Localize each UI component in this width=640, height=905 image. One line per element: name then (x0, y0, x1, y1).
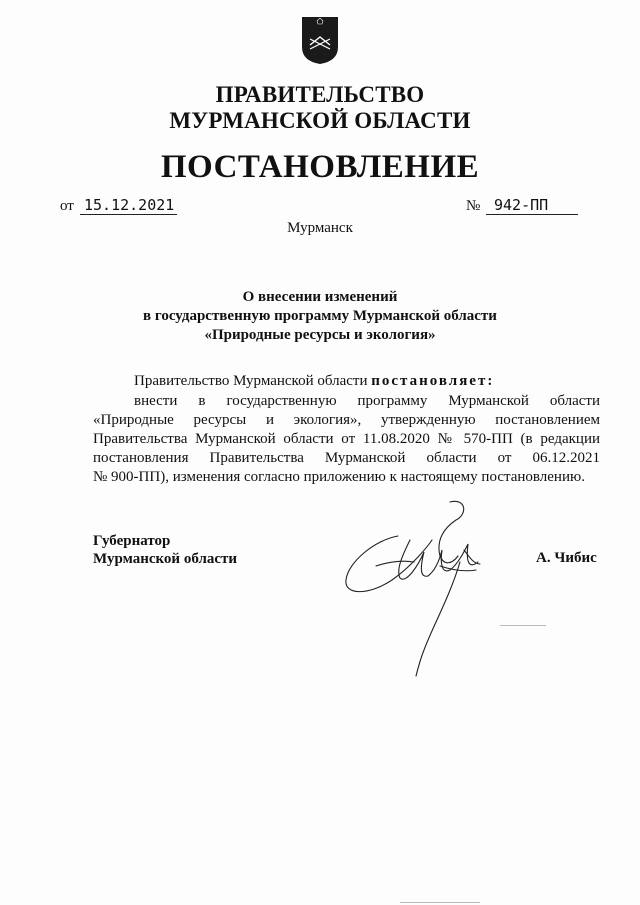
preamble-verb: постановляет: (371, 373, 495, 389)
coat-of-arms-icon (300, 15, 340, 65)
document-type: ПОСТАНОВЛЕНИЕ (160, 149, 480, 185)
preamble (134, 373, 494, 390)
date-prefix: от (60, 198, 74, 214)
org-name-line2: МУРМАНСКОЙ ОБЛАСТИ (169, 108, 471, 133)
handwritten-signature (340, 500, 515, 680)
document-date: 15.12.2021 (80, 196, 177, 215)
org-name-line1: ПРАВИТЕЛЬСТВО (215, 82, 425, 107)
city: Мурманск (287, 220, 353, 236)
subject-line1: О внесении изменений (242, 289, 398, 305)
subject-line2: в государственную программу Мурманской области (143, 308, 497, 324)
signatory-title-line1: Губернатор (93, 533, 171, 549)
signatory-name: А. Чибис (536, 550, 597, 566)
body-line-3: Правительства Мурманской области от 11.08.2020 № 570-ПП (в редакции (93, 431, 600, 447)
preamble-text: Правительство Мурманской области (134, 373, 368, 389)
body-line-5: № 900-ПП), изменения согласно приложению к настоящему постановлению. (93, 469, 585, 485)
body-line-2: «Природные ресурсы и экология», утвержденную постановлением (93, 412, 600, 428)
number-prefix: № (466, 198, 481, 214)
scan-mark-right (500, 625, 546, 626)
body-line-4: постановления Правительства Мурманской области от 06.12.2021 (93, 450, 600, 466)
subject-line3: «Природные ресурсы и экология» (204, 327, 436, 343)
document-number: 942-ПП (486, 196, 578, 215)
scan-mark-bottom (400, 902, 480, 903)
body-line-1: внести в государственную программу Мурманской области (134, 393, 600, 409)
signatory-title-line2: Мурманской области (93, 551, 238, 567)
